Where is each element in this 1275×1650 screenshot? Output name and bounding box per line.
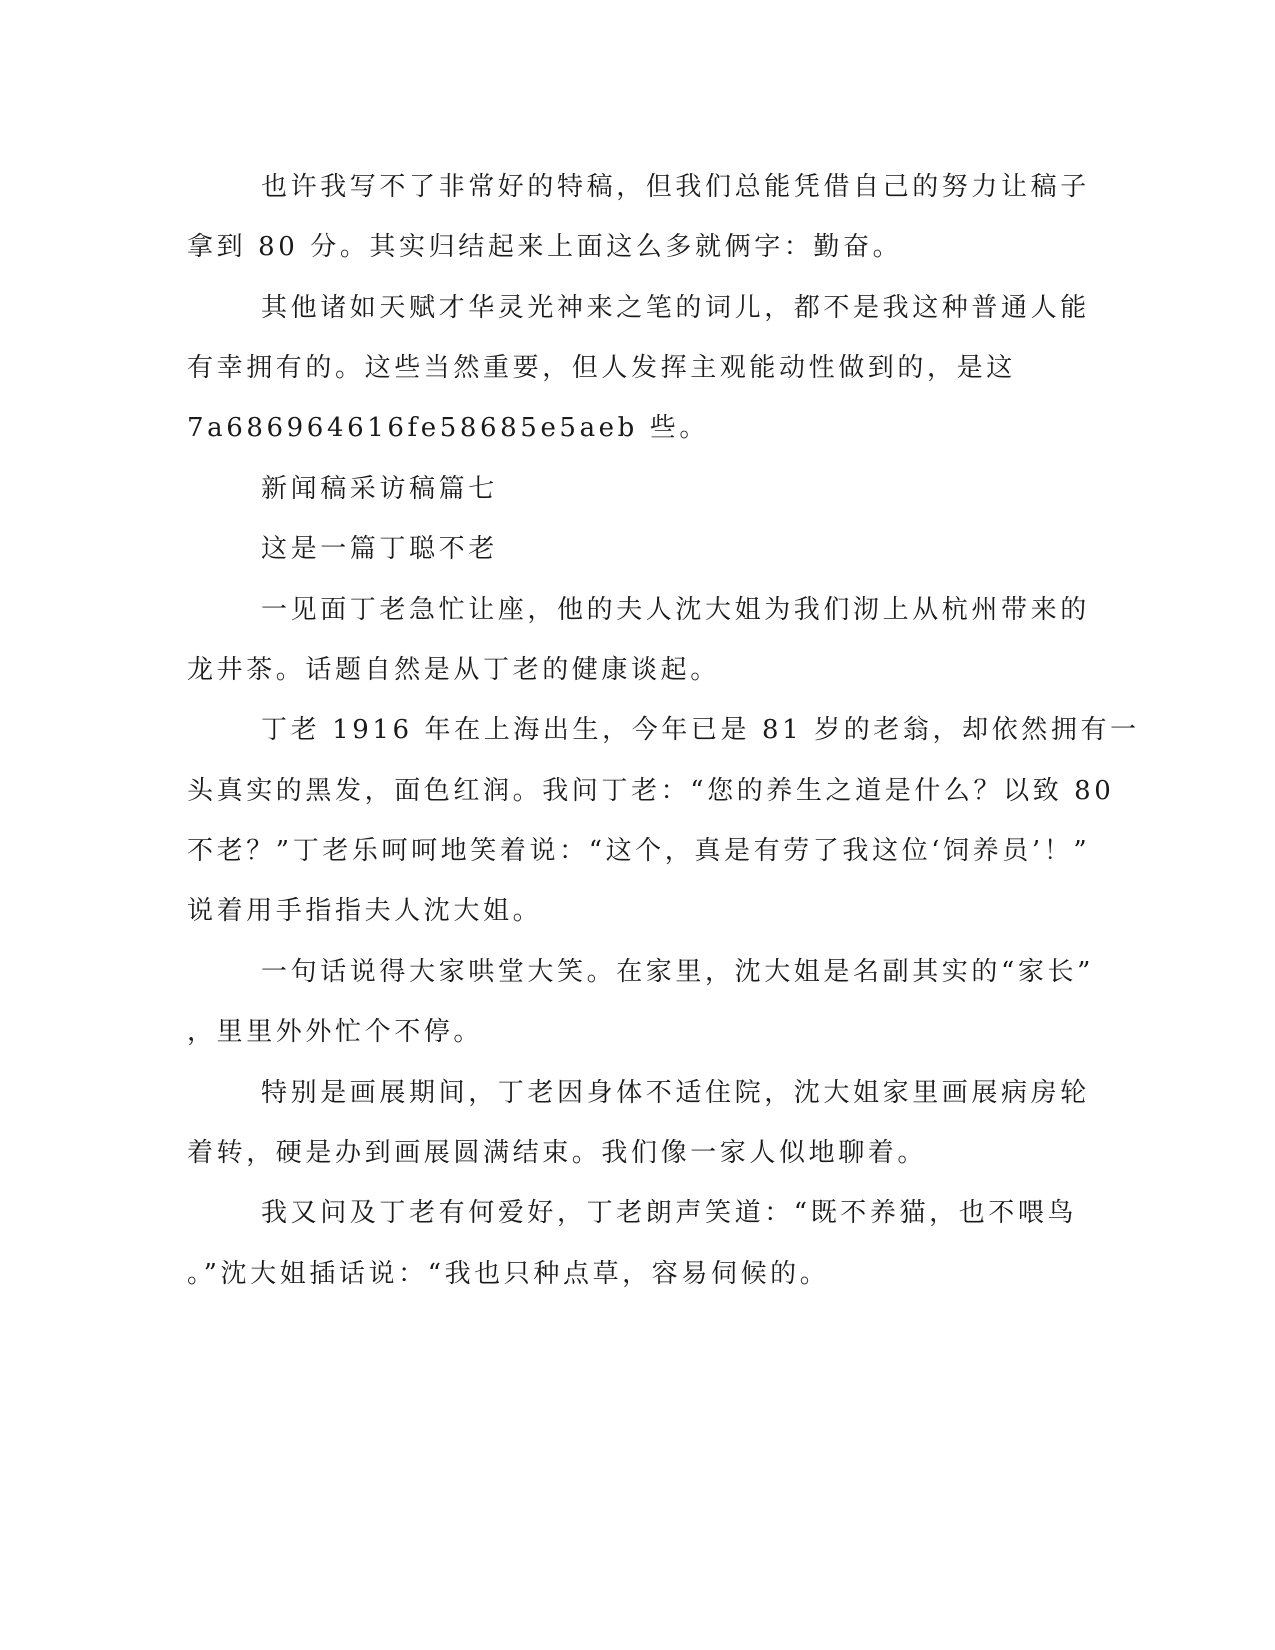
paragraph-line: 丁老 1916 年在上海出生，今年已是 81 岁的老翁，却依然拥有一 [261,715,1140,745]
paragraph-line: 拿到 80 分。其实归结起来上面这么多就俩字：勤奋。 [187,232,903,262]
paragraph-line: 7a686964616fe58685e5aeb 些。 [187,413,709,443]
paragraph-line: 我又问及丁老有何爱好，丁老朗声笑道：“既不养猫，也不喂鸟 [261,1198,1078,1228]
paragraph-line: 特别是画展期间，丁老因身体不适住院，沈大姐家里画展病房轮 [261,1078,1090,1108]
paragraph-line: 头真实的黑发，面色红润。我问丁老：“您的养生之道是什么？以致 80 [187,776,1115,806]
paragraph-line: 一见面丁老急忙让座，他的夫人沈大姐为我们沏上从杭州带来的 [261,595,1090,625]
paragraph-line: 也许我写不了非常好的特稿，但我们总能凭借自己的努力让稿子 [261,172,1090,202]
paragraph-line: 龙井茶。话题自然是从丁老的健康谈起。 [187,655,720,685]
paragraph-line: 有幸拥有的。这些当然重要，但人发挥主观能动性做到的，是这 [187,353,1016,383]
paragraph-line: 着转，硬是办到画展圆满结束。我们像一家人似地聊着。 [187,1138,928,1168]
paragraph-line: 不老？”丁老乐呵呵地笑着说：“这个，真是有劳了我这位‘饲养员’！” [187,836,1091,866]
paragraph-line: 。”沈大姐插话说：“我也只种点草，容易伺候的。 [187,1259,830,1289]
article-title: 这是一篇丁聪不老 [261,534,498,564]
section-heading: 新闻稿采访稿篇七 [261,474,498,504]
paragraph-line: 一句话说得大家哄堂大笑。在家里，沈大姐是名副其实的“家长” [261,957,1094,987]
paragraph-line: 其他诸如天赋才华灵光神来之笔的词儿，都不是我这种普通人能 [261,293,1090,323]
paragraph-line: ，里里外外忙个不停。 [187,1017,484,1047]
paragraph-line: 说着用手指指夫人沈大姐。 [187,896,543,926]
